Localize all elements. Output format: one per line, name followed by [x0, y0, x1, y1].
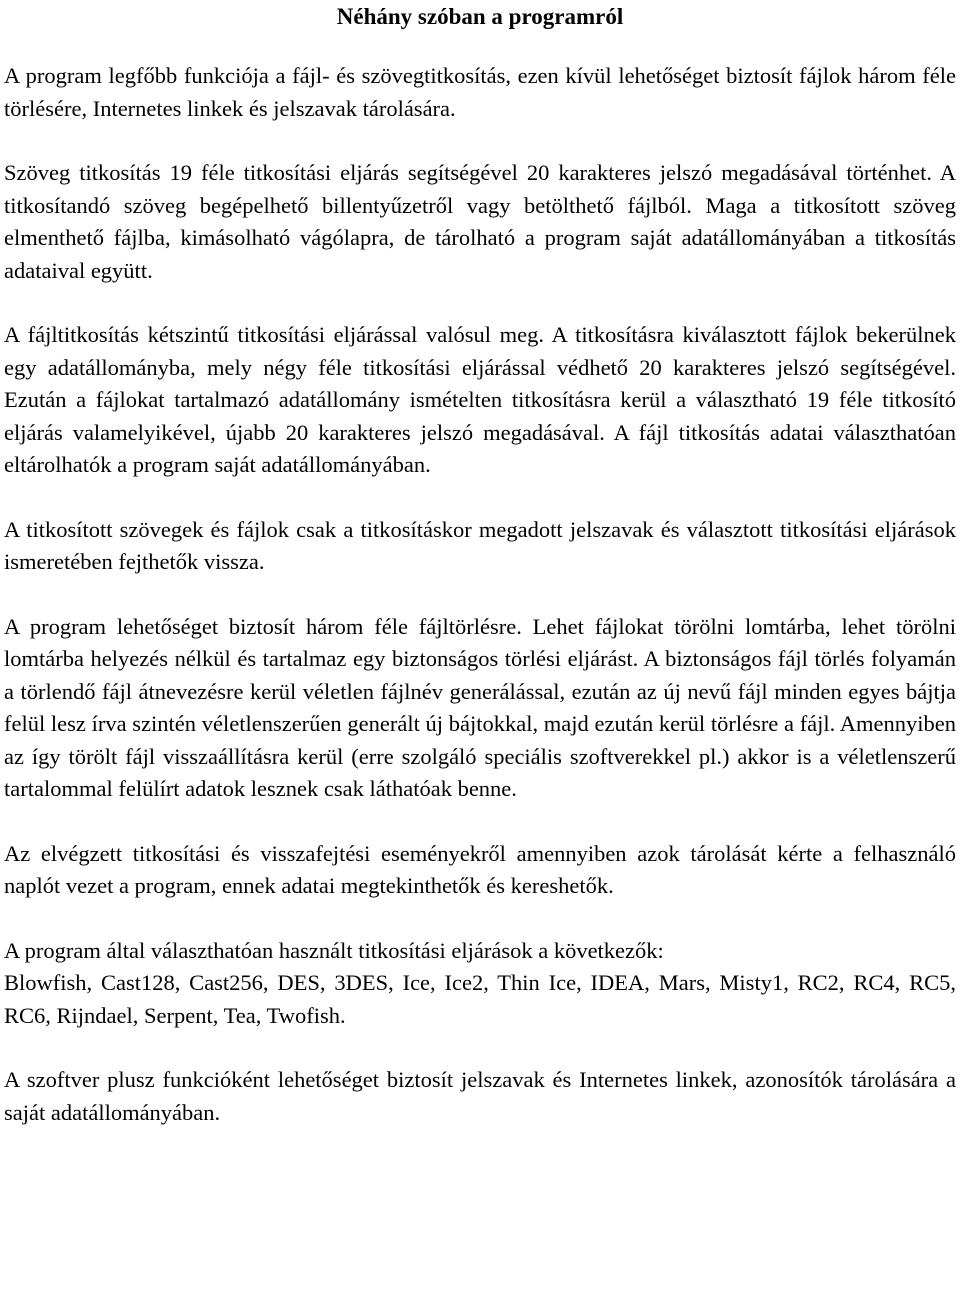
paragraph-algorithms-list: Blowfish, Cast128, Cast256, DES, 3DES, Ice, Ice2, Thin Ice, IDEA, Mars, Misty1, RC2, RC4, RC5, RC6, Rijndael, Serpent, Tea, Twofish.: [4, 970, 956, 1028]
paragraph-file-encryption: A fájltitkosítás kétszintű titkosítási eljárással valósul meg. A titkosításra kiválasztott fájlok bekerülnek egy adatállományba, mely négy féle titkosítási eljárással védhető 20 karakteres jelszó segítségével. Ezután a fájlokat tartalmazó adatállomány ismételten titkosításra kerül a választható 19 féle titkosító eljárás valamelyikével, újabb 20 karakteres jelszó megadásával. A fájl titkosítás adatai választhatóan eltárolhatók a program saját adatállományában.: [4, 322, 956, 477]
document-title: Néhány szóban a programról: [336, 4, 624, 29]
paragraph-extra-features: A szoftver plusz funkcióként lehetőséget biztosít jelszavak és Internetes linkek, azonosítók tárolására a saját adatállományában.: [4, 1067, 956, 1125]
paragraph-logging: Az elvégzett titkosítási és visszafejtési eseményekről amennyiben azok tárolását kérte a felhasználó naplót vezet a program, ennek adatai megtekinthetők és kereshetők.: [4, 840, 956, 898]
paragraph-text-encryption: Szöveg titkosítás 19 féle titkosítási eljárás segítségével 20 karakteres jelszó megadásával történhet. A titkosítandó szöveg begépelhető billentyűzetről vagy betölthető fájlból. Maga a titkosított szöveg elmenthető fájlba, kimásolható vágólapra, de tárolható a program saját adatállományában a titkosítás adataival együtt.: [4, 160, 956, 283]
paragraph-file-deletion: A program lehetőséget biztosít három féle fájltörlésre. Lehet fájlokat törölni lomtárba, lehet törölni lomtárba helyezés nélkül és tartalmaz egy biztonságos törlési eljárást. A biztonságos fájl törlés folyamán a törlendő fájl átnevezésre kerül véletlen fájlnév generálással, ezután az új nevű fájl minden egyes bájtja felül lesz írva szintén véletlenszerűen generált új bájtokkal, majd ezután kerül törlésre a fájl. Amennyiben az így törölt fájl visszaállításra kerül (erre szolgáló speciális szoftverekkel pl.) akkor is a véletlenszerű tartalommal felülírt adatok lesznek csak láthatóak benne.: [4, 613, 956, 801]
paragraph-decryption: A titkosított szövegek és fájlok csak a titkosításkor megadott jelszavak és választott titkosítási eljárások ismeretében fejthetők vissza.: [4, 516, 956, 574]
paragraph-algorithms-intro: A program által választhatóan használt titkosítási eljárások a következők:: [4, 937, 664, 963]
paragraph-intro: A program legfőbb funkciója a fájl- és szövegtitkosítás, ezen kívül lehetőséget biztosít fájlok három féle törlésére, Internetes linkek és jelszavak tárolására.: [4, 63, 956, 121]
